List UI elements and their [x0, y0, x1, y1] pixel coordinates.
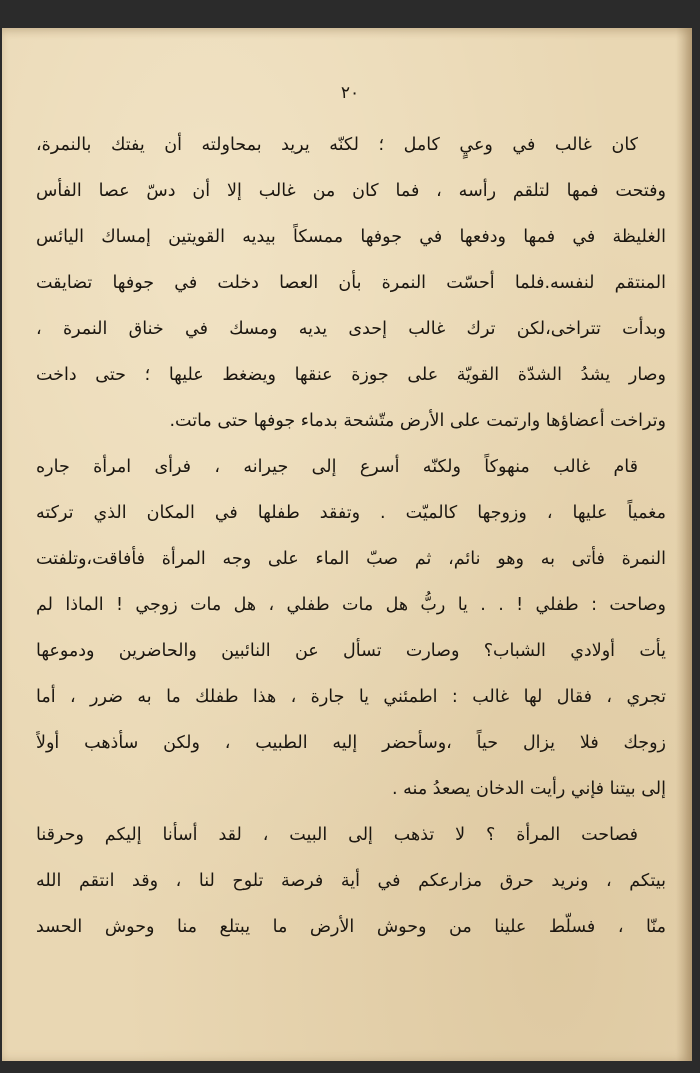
body-text: [36, 122, 666, 950]
text-line: مغمياً عليها ، وزوجها كالميّت . وتفقد طفلها في المكان الذي تركته: [36, 503, 666, 523]
text-line: وبدأت تتراخى،لكن ترك غالب إحدى يديه ومسك في خناق النمرة ،: [36, 319, 666, 339]
text-line: وتراخت أعضاؤها وارتمت على الأرض متّشحة بدماء جوفها حتى ماتت.: [169, 411, 666, 431]
text-line: وصار يشدُ الشدّة القويّة على جوزة عنقها ويضغط عليها ؛ حتى داخت: [36, 365, 666, 385]
text-line: وفتحت فمها لتلقم رأسه ، فما كان من غالب إلا أن دسّ عصا الفأس: [36, 181, 666, 201]
text-line: المنتقم لنفسه.فلما أحسّت النمرة بأن العصا دخلت في جوفها تضايقت: [36, 273, 666, 293]
text-line: وصاحت : طفلي ! . . يا ربُّ هل مات طفلي ، هل مات زوجي ! الماذا لم: [36, 595, 666, 615]
text-line: كان غالب في وعيٍ كامل ؛ لكنّه يريد بمحاولته أن يفتك بالنمرة،: [36, 135, 638, 155]
text-line: النمرة فأتى به وهو نائم، ثم صبّ الماء على وجه المرأة فأفاقت،وتلفتت: [36, 549, 666, 569]
page-number: ٢٠: [340, 83, 360, 103]
text-line: تجري ، فقال لها غالب : اطمئني يا جارة ، هذا طفلك ما به ضرر ، أما: [36, 687, 666, 707]
text-line: بيتكم ، ونريد حرق مزارعكم في أية فرصة تلوح لنا ، وقد انتقم الله: [36, 871, 666, 891]
text-line: يأت أولادي الشباب؟ وصارت تسأل عن النائبين والحاضرين ودموعها: [36, 641, 666, 661]
text-line: قام غالب منهوكاً ولكنّه أسرع إلى جيرانه ، فرأى امرأة جاره: [36, 457, 638, 477]
text-line: إلى بيتنا فإني رأيت الدخان يصعدُ منه .: [392, 779, 666, 799]
page-edge-shadow: [676, 28, 692, 1061]
text-line: زوجك فلا يزال حياً ،وسأحضر إليه الطبيب ، ولكن سأذهب أولاً: [36, 733, 666, 753]
text-line: فصاحت المرأة ؟ لا تذهب إلى البيت ، لقد أسأنا إليكم وحرقنا: [36, 825, 638, 845]
text-line: الغليظة في فمها ودفعها في جوفها ممسكاً بيديه القويتين إمساك اليائس: [36, 227, 666, 247]
text-line: منّا ، فسلّط علينا من وحوش الأرض ما يبتلع منا وحوش الحسد: [36, 917, 666, 937]
